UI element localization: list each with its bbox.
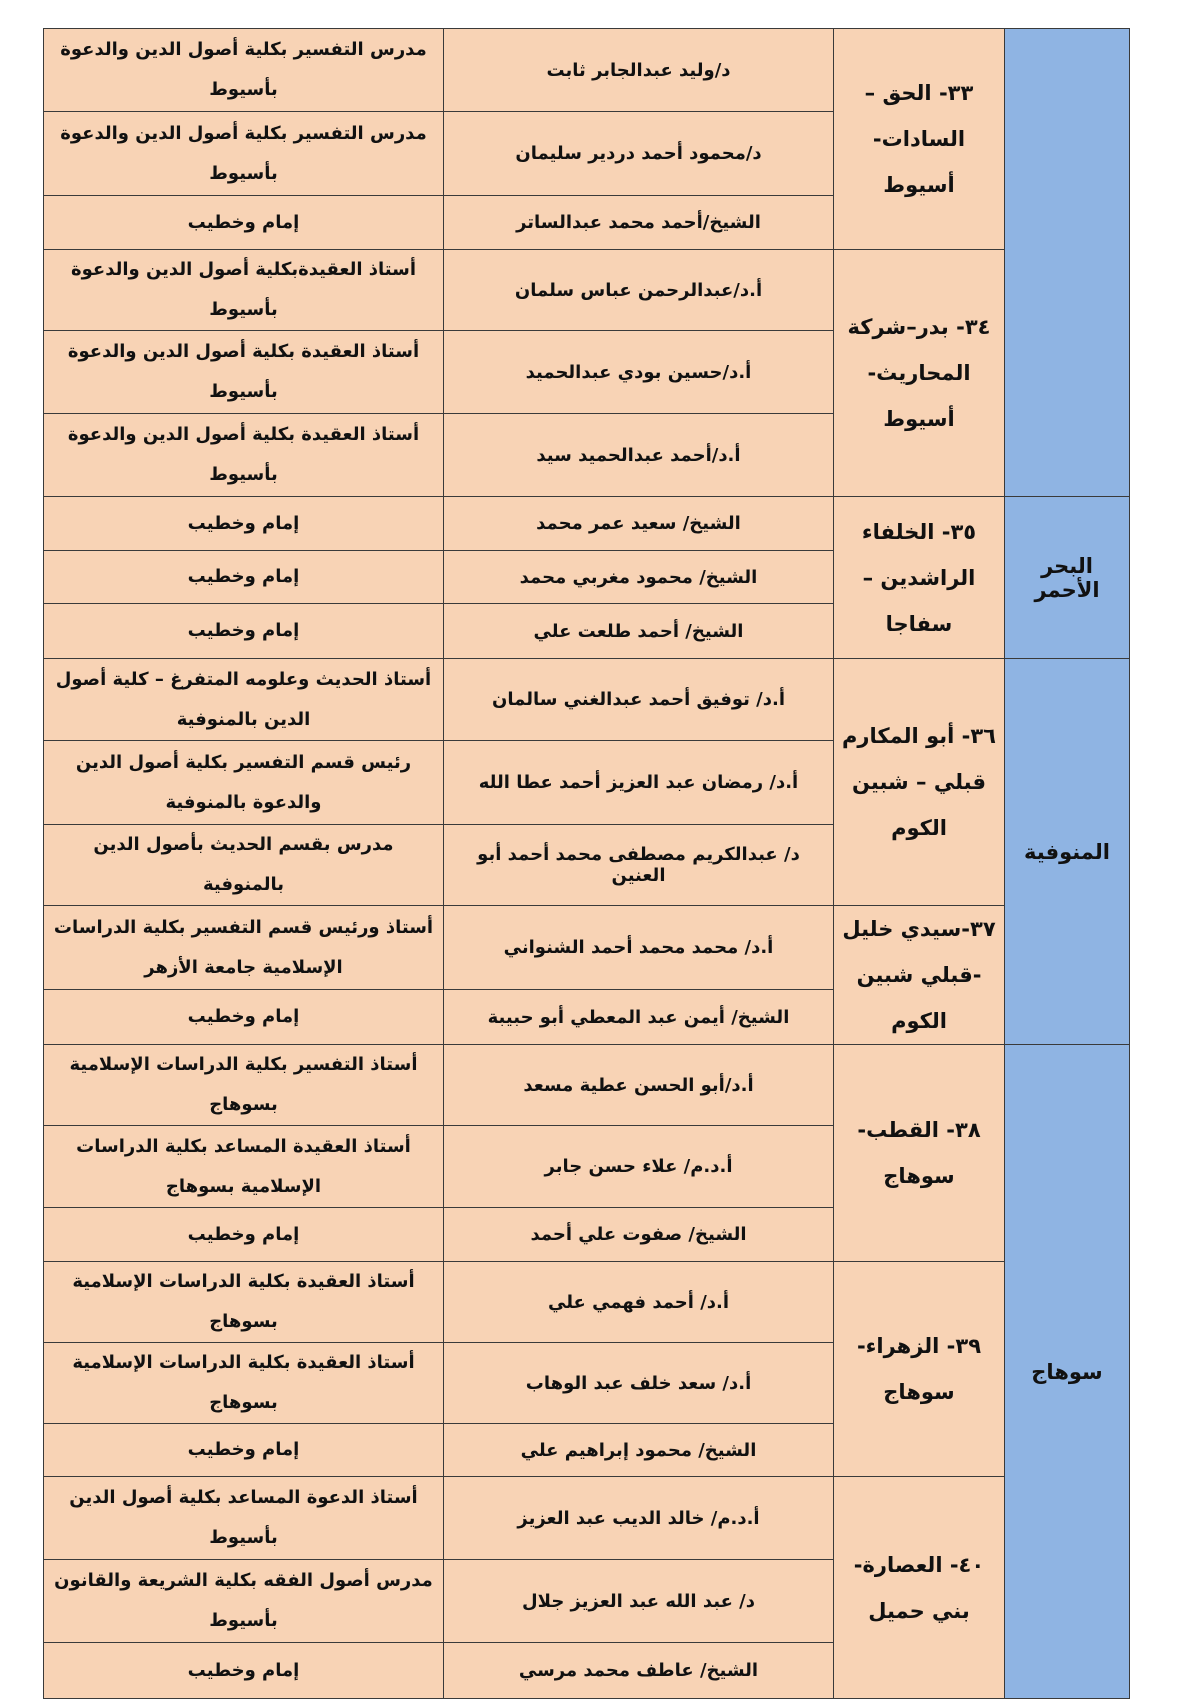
title-cell: مدرس التفسير بكلية أصول الدين والدعوة بأسيوط bbox=[44, 29, 444, 112]
name-cell: الشيخ/ صفوت علي أحمد bbox=[444, 1208, 834, 1262]
title-cell: مدرس أصول الفقه بكلية الشريعة والقانون بأسيوط bbox=[44, 1560, 444, 1643]
title-cell: أستاذ العقيدة بكلية الدراسات الإسلامية بسوهاج bbox=[44, 1343, 444, 1424]
table-row bbox=[44, 1477, 1130, 1560]
name-cell: أ.د/أبو الحسن عطية مسعد bbox=[444, 1045, 834, 1126]
title-cell: أستاذ العقيدة بكلية أصول الدين والدعوة بأسيوط bbox=[44, 331, 444, 414]
title-cell: أستاذ العقيدة المساعد بكلية الدراسات الإسلامية بسوهاج bbox=[44, 1126, 444, 1208]
title-cell: إمام وخطيب bbox=[44, 551, 444, 604]
name-cell: أ.د/ أحمد فهمي علي bbox=[444, 1262, 834, 1343]
governorate-cell: المنوفية bbox=[1005, 659, 1130, 1045]
name-cell: أ.د.م/ علاء حسن جابر bbox=[444, 1126, 834, 1208]
table-row bbox=[44, 250, 1130, 331]
title-cell: إمام وخطيب bbox=[44, 196, 444, 250]
governorate-cell: سوهاج bbox=[1005, 1045, 1130, 1699]
mosque-cell: ٤٠- العصارة- بني حميل bbox=[834, 1477, 1005, 1699]
name-cell: أ.د/أحمد عبدالحميد سيد bbox=[444, 414, 834, 497]
name-cell: الشيخ/ أيمن عبد المعطي أبو حبيبة bbox=[444, 990, 834, 1045]
title-cell: إمام وخطيب bbox=[44, 1208, 444, 1262]
title-cell: مدرس بقسم الحديث بأصول الدين بالمنوفية bbox=[44, 825, 444, 906]
title-cell: أستاذ الحديث وعلومه المتفرغ – كلية أصول الدين بالمنوفية bbox=[44, 659, 444, 741]
name-cell: د/محمود أحمد دردير سليمان bbox=[444, 112, 834, 196]
name-cell: الشيخ/أحمد محمد عبدالساتر bbox=[444, 196, 834, 250]
name-cell: أ.د/عبدالرحمن عباس سلمان bbox=[444, 250, 834, 331]
name-cell: الشيخ/ محمود إبراهيم علي bbox=[444, 1424, 834, 1477]
mosque-cell: ٣٥- الخلفاء الراشدين – سفاجا bbox=[834, 497, 1005, 659]
title-cell: مدرس التفسير بكلية أصول الدين والدعوة بأسيوط bbox=[44, 112, 444, 196]
name-cell: الشيخ/ سعيد عمر محمد bbox=[444, 497, 834, 551]
title-cell: إمام وخطيب bbox=[44, 990, 444, 1045]
name-cell: د/ عبدالكريم مصطفى محمد أحمد أبو العنين bbox=[444, 825, 834, 906]
name-cell: الشيخ/ محمود مغربي محمد bbox=[444, 551, 834, 604]
name-cell: أ.د/ محمد محمد أحمد الشنواني bbox=[444, 906, 834, 990]
title-cell: أستاذ العقيدةبكلية أصول الدين والدعوة بأسيوط bbox=[44, 250, 444, 331]
name-cell: أ.د.م/ خالد الديب عبد العزيز bbox=[444, 1477, 834, 1560]
name-cell: أ.د/حسين بودي عبدالحميد bbox=[444, 331, 834, 414]
name-cell: أ.د/ توفيق أحمد عبدالغني سالمان bbox=[444, 659, 834, 741]
assignments-table bbox=[43, 28, 1130, 1699]
title-cell: أستاذ العقيدة بكلية أصول الدين والدعوة بأسيوط bbox=[44, 414, 444, 497]
mosque-cell: ٣٦- أبو المكارم قبلي – شبين الكوم bbox=[834, 659, 1005, 906]
title-cell: إمام وخطيب bbox=[44, 604, 444, 659]
table-row bbox=[44, 29, 1130, 112]
governorate-cell: البحر الأحمر bbox=[1005, 497, 1130, 659]
table-row bbox=[44, 659, 1130, 741]
mosque-cell: ٣٧-سيدي خليل -قبلي شبين الكوم bbox=[834, 906, 1005, 1045]
mosque-cell: ٣٨- القطب- سوهاج bbox=[834, 1045, 1005, 1262]
table-row bbox=[44, 1262, 1130, 1343]
governorate-cell bbox=[1005, 29, 1130, 497]
name-cell: د/ عبد الله عبد العزيز جلال bbox=[444, 1560, 834, 1643]
name-cell: الشيخ/ عاطف محمد مرسي bbox=[444, 1643, 834, 1699]
name-cell: أ.د/ رمضان عبد العزيز أحمد عطا الله bbox=[444, 741, 834, 825]
title-cell: إمام وخطيب bbox=[44, 497, 444, 551]
title-cell: أستاذ ورئيس قسم التفسير بكلية الدراسات الإسلامية جامعة الأزهر bbox=[44, 906, 444, 990]
mosque-cell: ٣٣- الحق – السادات- أسيوط bbox=[834, 29, 1005, 250]
name-cell: أ.د/ سعد خلف عبد الوهاب bbox=[444, 1343, 834, 1424]
title-cell: رئيس قسم التفسير بكلية أصول الدين والدعوة بالمنوفية bbox=[44, 741, 444, 825]
mosque-cell: ٣٤- بدر–شركة المحاريث- أسيوط bbox=[834, 250, 1005, 497]
title-cell: أستاذ التفسير بكلية الدراسات الإسلامية بسوهاج bbox=[44, 1045, 444, 1126]
table-row bbox=[44, 1045, 1130, 1126]
title-cell: أستاذ الدعوة المساعد بكلية أصول الدين بأسيوط bbox=[44, 1477, 444, 1560]
title-cell: إمام وخطيب bbox=[44, 1424, 444, 1477]
table-row bbox=[44, 906, 1130, 990]
table-row bbox=[44, 497, 1130, 551]
title-cell: إمام وخطيب bbox=[44, 1643, 444, 1699]
name-cell: الشيخ/ أحمد طلعت علي bbox=[444, 604, 834, 659]
mosque-cell: ٣٩- الزهراء- سوهاج bbox=[834, 1262, 1005, 1477]
name-cell: د/وليد عبدالجابر ثابت bbox=[444, 29, 834, 112]
title-cell: أستاذ العقيدة بكلية الدراسات الإسلامية بسوهاج bbox=[44, 1262, 444, 1343]
